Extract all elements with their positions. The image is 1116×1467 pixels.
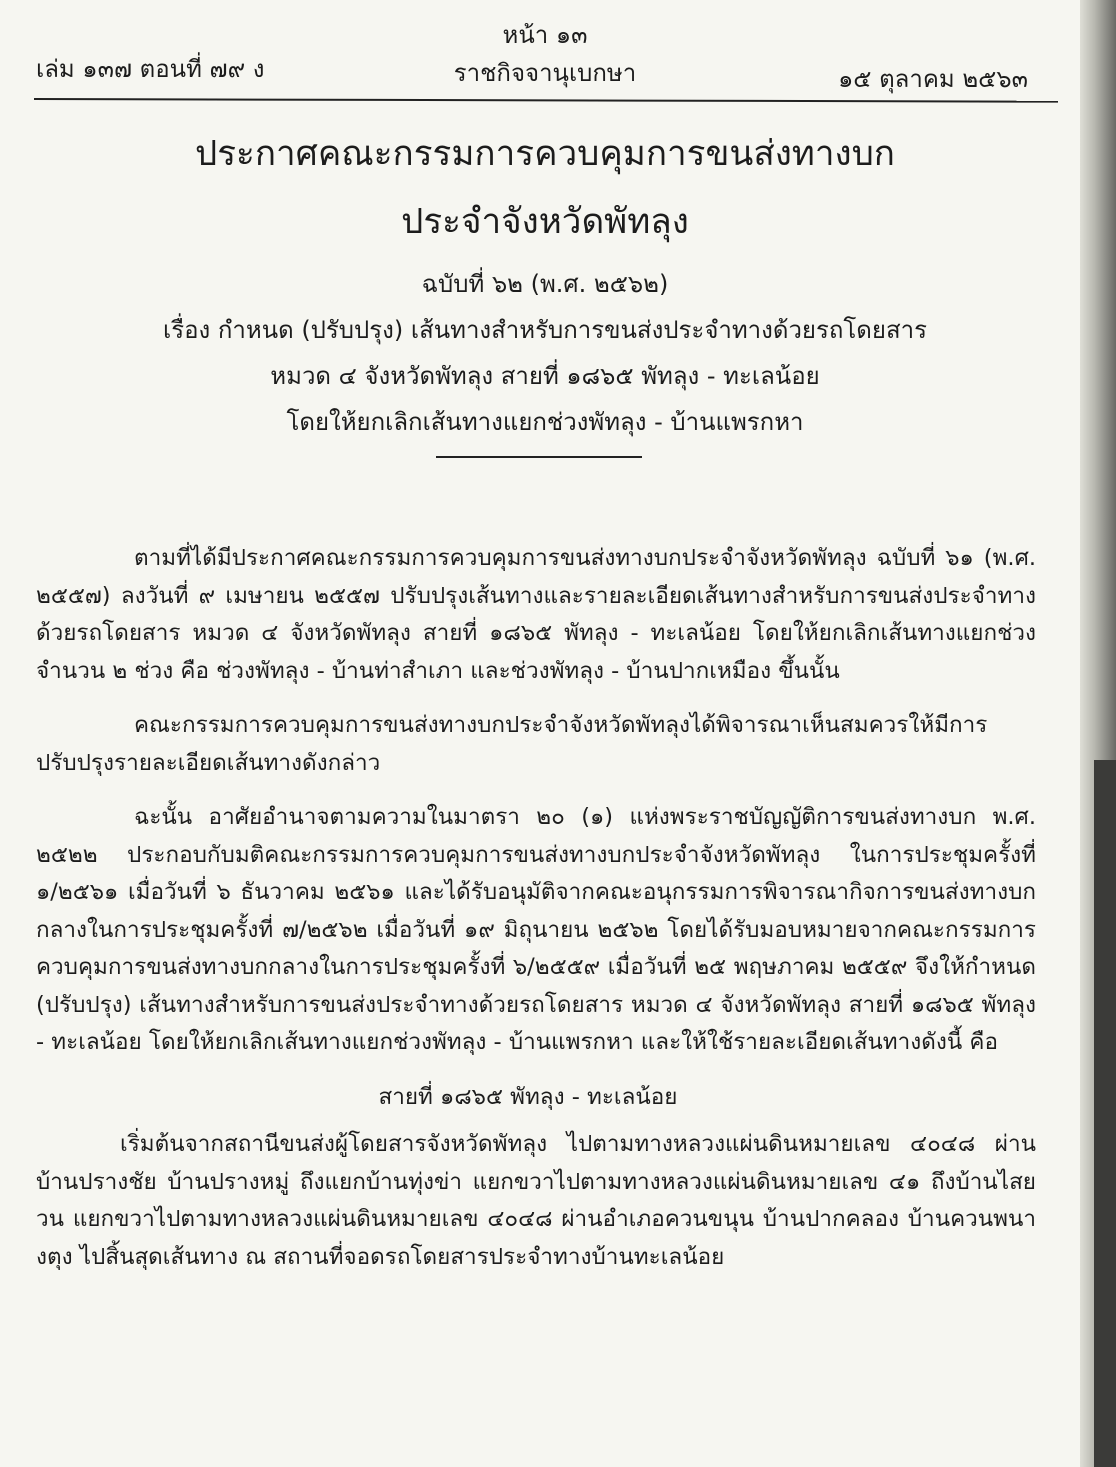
title-line-1: ประกาศคณะกรรมการควบคุมการขนส่งทางบก	[195, 134, 895, 174]
paragraph-2: คณะกรรมการควบคุมการขนส่งทางบกประจำจังหวัดพัทลุงได้พิจารณาเห็นสมควรให้มีการปรับปรุงรายละเอียดเส้นทางดังกล่าว	[36, 712, 988, 776]
route-line: หมวด ๔ จังหวัดพัทลุง สายที่ ๑๘๖๕ พัทลุง - ทะเลน้อย	[270, 362, 820, 390]
announcement-title-block	[0, 132, 1090, 458]
paragraph-3: ฉะนั้น อาศัยอำนาจตามความในมาตรา ๒๐ (๑) แห่งพระราชบัญญัติการขนส่งทางบก พ.ศ. ๒๕๒๒ ประกอบกับมติคณะกรรมการควบคุมการขนส่งทางบกประจำจังหวัดพัทลุง ในการประชุมครั้งที่ ๑/๒๕๖๑ เมื่อวันที่ ๖ ธันวาคม ๒๕๖๑ และได้รับอนุมัติจากคณะอนุกรรมการพิจารณากิจการขนส่งทางบกกลางในการประชุมครั้งที่ ๗/๒๕๖๒ เมื่อวันที่ ๑๙ มิถุนายน ๒๕๖๒ โดยได้รับมอบหมายจากคณะกรรมการควบคุมการขนส่งทางบกกลางในการประชุมครั้งที่ ๖/๒๕๕๙ เมื่อวันที่ ๒๕ พฤษภาคม ๒๕๕๙ จึงให้กำหนด (ปรับปรุง) เส้นทางสำหรับการขนส่งประจำทางด้วยรถโดยสาร หมวด ๔ จังหวัดพัทลุง สายที่ ๑๘๖๕ พัทลุง - ทะเลน้อย โดยให้ยกเลิกเส้นทางแยกช่วงพัทลุง - บ้านแพรกหา และให้ใช้รายละเอียดเส้นทางดังนี้ คือ	[36, 804, 1036, 1055]
volume-issue: เล่ม ๑๓๗ ตอนที่ ๗๙ ง	[36, 55, 265, 83]
route-heading: สายที่ ๑๘๖๕ พัทลุง - ทะเลน้อย	[378, 1083, 678, 1110]
paragraph-1: ตามที่ได้มีประกาศคณะกรรมการควบคุมการขนส่งทางบกประจำจังหวัดพัทลุง ฉบับที่ ๖๑ (พ.ศ. ๒๕๕๗) ลงวันที่ ๙ เมษายน ๒๕๕๗ ปรับปรุงเส้นทางและรายละเอียดเส้นทางสำหรับการขนส่งประจำทางด้วยรถโดยสาร หมวด ๔ จังหวัดพัทลุง สายที่ ๑๘๖๕ พัทลุง - ทะเลน้อย โดยให้ยกเลิกเส้นทางแยกช่วงจำนวน ๒ ช่วง คือ ช่วงพัทลุง - บ้านท่าสำเภา และช่วงพัทลุง - บ้านปากเหมือง ขึ้นนั้น	[36, 545, 1036, 684]
issue-number: ฉบับที่ ๖๒ (พ.ศ. ๒๕๖๒)	[421, 270, 669, 298]
header-rule	[34, 98, 1058, 103]
subject-line: เรื่อง กำหนด (ปรับปรุง) เส้นทางสำหรับการขนส่งประจำทางด้วยรถโดยสาร	[163, 316, 927, 344]
gazette-name: ราชกิจจานุเบกษา	[453, 59, 637, 87]
cancel-line: โดยให้ยกเลิกเส้นทางแยกช่วงพัทลุง - บ้านแพรกหา	[286, 408, 804, 436]
route-description: เริ่มต้นจากสถานีขนส่งผู้โดยสารจังหวัดพัทลุง ไปตามทางหลวงแผ่นดินหมายเลข ๔๐๔๘ ผ่านบ้านปรางชัย บ้านปรางหมู่ ถึงแยกบ้านทุ่งข่า แยกขวาไปตามทางหลวงแผ่นดินหมายเลข ๔๑ ถึงบ้านไสยวน แยกขวาไปตามทางหลวงแผ่นดินหมายเลข ๔๐๔๘ ผ่านอำเภอควนขนุน บ้านปากคลอง บ้านควนพนางตุง ไปสิ้นสุดเส้นทาง ณ สถานที่จอดรถโดยสารประจำทางบ้านทะเลน้อย	[36, 1131, 1036, 1270]
title-line-2: ประจำจังหวัดพัทลุง	[401, 202, 689, 242]
page-edge-shadow	[1080, 0, 1116, 1467]
page-number: หน้า ๑๓	[502, 21, 588, 49]
publication-date: ๑๕ ตุลาคม ๒๕๖๓	[838, 65, 1028, 93]
announcement-body	[36, 540, 1036, 1293]
title-rule	[436, 456, 642, 458]
